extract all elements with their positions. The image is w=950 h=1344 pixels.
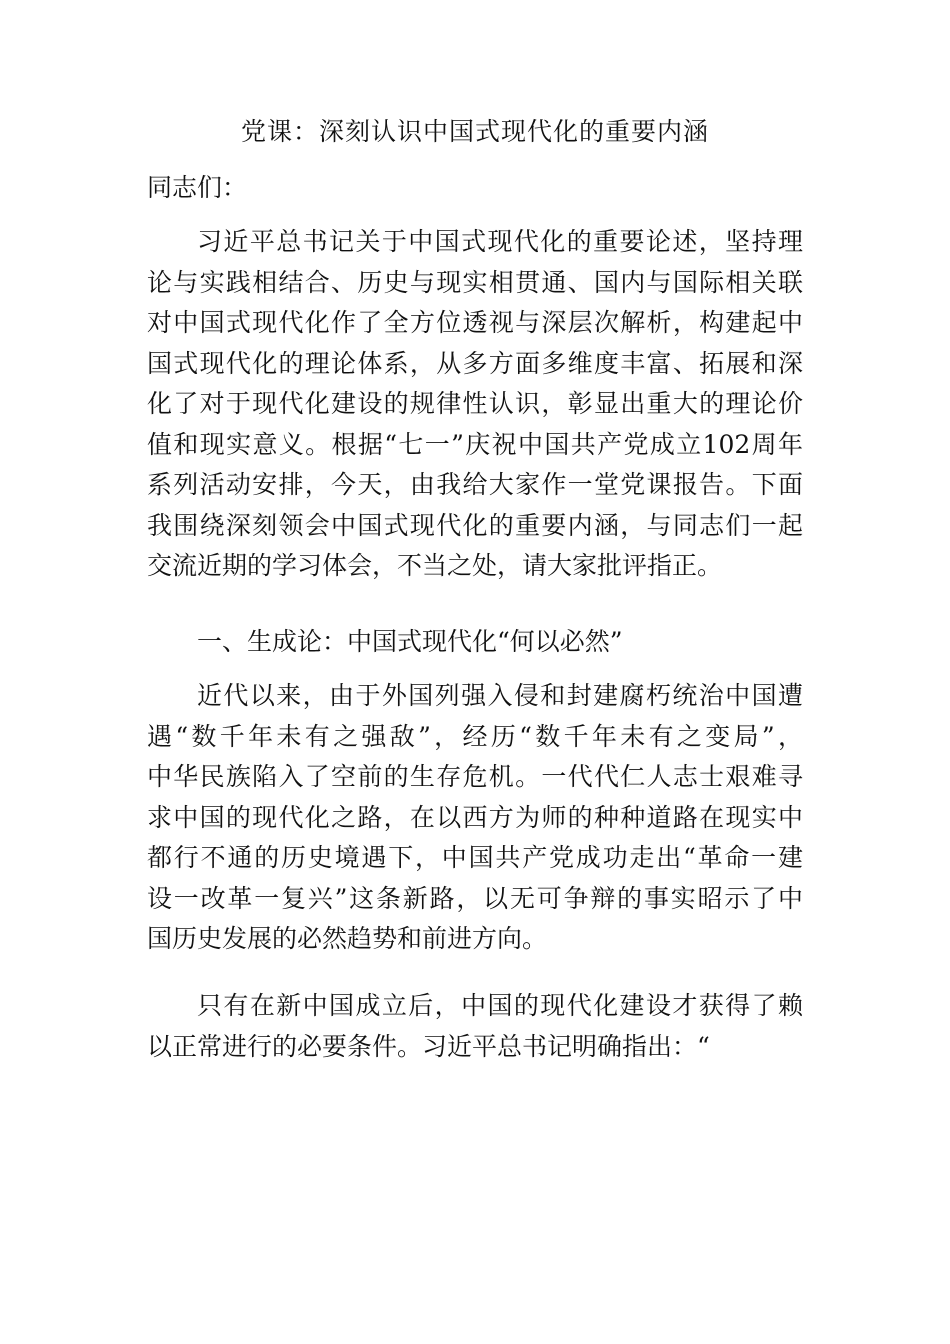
paragraph-line: 对中国式现代化作了全方位透视与深层次解析，构建起中 — [147, 308, 803, 337]
paragraph-line: 我围绕深刻领会中国式现代化的重要内涵，与同志们一起 — [147, 510, 803, 540]
paragraph-history — [147, 676, 803, 960]
document-title: 党课：深刻认识中国式现代化的重要内涵 — [240, 117, 709, 146]
paragraph-line: 系列活动安排，今天，由我给大家作一堂党课报告。下面 — [147, 470, 803, 499]
paragraph-line: 化了对于现代化建设的规律性认识，彰显出重大的理论价 — [147, 389, 803, 418]
paragraph-line: 国历史发展的必然趋势和前进方向。 — [147, 924, 548, 953]
paragraph-new-china — [147, 986, 803, 1067]
paragraph-line: 习近平总书记关于中国式现代化的重要论述，坚持理 — [197, 227, 803, 256]
paragraph-line: 遇“数千年未有之强敌”，经历“数千年未有之变局”， — [147, 721, 803, 751]
paragraph-line: 只有在新中国成立后，中国的现代化建设才获得了赖 — [197, 991, 803, 1020]
paragraph-line: 设一改革一复兴”这条新路，以无可争辩的事实昭示了中 — [147, 883, 803, 913]
paragraph-line: 以正常进行的必要条件。习近平总书记明确指出：“ — [147, 1031, 710, 1061]
paragraph-line: 中华民族陷入了空前的生存危机。一代代仁人志士艰难寻 — [147, 762, 803, 791]
paragraph-line: 求中国的现代化之路，在以西方为师的种种道路在现实中 — [147, 802, 803, 832]
salutation: 同志们： — [147, 173, 248, 202]
paragraph-intro — [147, 222, 803, 587]
paragraph-line: 论与实践相结合、历史与现实相贯通、国内与国际相关联 — [147, 267, 803, 297]
section-heading: 一、生成论：中国式现代化“何以必然” — [197, 627, 623, 656]
paragraph-line: 近代以来，由于外国列强入侵和封建腐朽统治中国遭 — [197, 681, 803, 710]
paragraph-line: 都行不通的历史境遇下，中国共产党成功走出“革命一建 — [147, 843, 803, 872]
paragraph-line: 国式现代化的理论体系，从多方面多维度丰富、拓展和深 — [147, 348, 803, 378]
paragraph-line: 值和现实意义。根据“七一”庆祝中国共产党成立102周年 — [147, 429, 803, 459]
paragraph-line: 交流近期的学习体会，不当之处，请大家批评指正。 — [147, 551, 723, 580]
